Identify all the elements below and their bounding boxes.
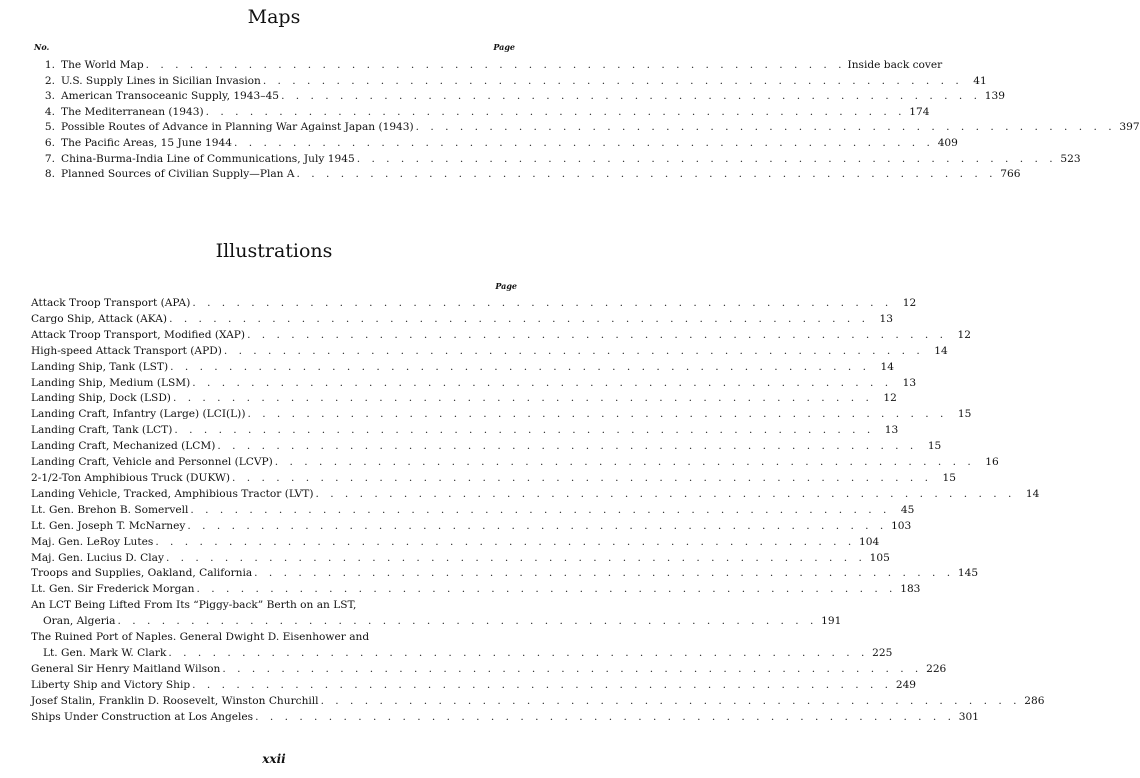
map-page: 139 — [984, 90, 1005, 103]
illustration-title: Landing Ship, Medium (LSM) — [31, 376, 191, 389]
illustration-page: 13 — [884, 424, 899, 437]
illustration-title: 2-1/2-Ton Amphibious Truck (DUKW) — [31, 471, 231, 484]
illustration-title: Landing Craft, Tank (LCT) — [31, 424, 173, 437]
map-number: 4. — [44, 105, 55, 118]
list-item — [31, 535, 880, 551]
dot-leader: . . . . . . . . . . . . . . . . . . . . . . . . . . . . . . . . . . . . . . . . . . . . . . . . — [222, 662, 923, 675]
illustration-page: 45 — [900, 503, 915, 516]
dot-leader: . . . . . . . . . . . . . . . . . . . . . . . . . . . . . . . . . . . . . . . . . . . . . . . . — [170, 360, 871, 373]
map-title: China-Burma-India Line of Communications, July 1945 — [61, 152, 355, 165]
maps-page-column-header: Page — [493, 42, 515, 52]
list-item — [30, 105, 930, 121]
illustration-title: Liberty Ship and Victory Ship — [31, 678, 191, 691]
dot-leader: . . . . . . . . . . . . . . . . . . . . . . . . . . . . . . . . . . . . . . . . . . . . . . . . — [172, 392, 873, 405]
illustration-page: 183 — [900, 583, 921, 596]
map-page: 174 — [909, 105, 930, 118]
dot-leader: . . . . . . . . . . . . . . . . . . . . . . . . . . . . . . . . . . . . . . . . . . . . . . . . — [217, 440, 918, 453]
illustration-page: 15 — [927, 440, 942, 453]
illustration-title: Cargo Ship, Attack (AKA) — [31, 312, 168, 325]
illustration-title: Ships Under Construction at Los Angeles — [31, 710, 254, 723]
list-item — [31, 407, 972, 423]
dot-leader: . . . . . . . . . . . . . . . . . . . . . . . . . . . . . . . . . . . . . . . . . . . . . . . . — [232, 471, 932, 484]
illustration-title: High-speed Attack Transport (APD) — [31, 344, 222, 357]
list-item — [31, 487, 1040, 503]
map-number: 2. — [44, 74, 55, 87]
list-item — [31, 662, 947, 678]
map-title: Planned Sources of Civilian Supply—Plan A — [61, 168, 295, 181]
dot-leader: . . . . . . . . . . . . . . . . . . . . . . . . . . . . . . . . . . . . . . . . . . . . . . . . — [155, 535, 856, 548]
list-item — [31, 391, 897, 407]
list-item — [31, 471, 956, 487]
dot-leader: . . . . . . . . . . . . . . . . . . . . . . . . . . . . . . . . . . . . . . . . . . . . . . . . — [174, 424, 875, 437]
list-item — [31, 439, 942, 455]
dot-leader: . . . . . . . . . . . . . . . . . . . . . . . . . . . . . . . . . . . . . . . . . . . . . . . . — [192, 297, 893, 309]
list-item — [31, 694, 1045, 710]
maps-heading: Maps — [247, 6, 301, 28]
map-title: The World Map — [61, 59, 144, 71]
list-item — [31, 455, 999, 471]
illustration-page: 15 — [957, 408, 972, 421]
illustration-page: 225 — [872, 646, 893, 659]
map-number: 6. — [44, 136, 55, 149]
dot-leader: . . . . . . . . . . . . . . . . . . . . . . . . . . . . . . . . . . . . . . . . . . . . . . . . — [187, 519, 888, 532]
map-page: 523 — [1060, 152, 1081, 165]
list-item — [31, 312, 893, 328]
illustration-title: Attack Troop Transport (APA) — [31, 297, 191, 309]
dot-leader: . . . . . . . . . . . . . . . . . . . . . . . . . . . . . . . . . . . . . . . . . . . . . . . . — [165, 551, 866, 564]
dot-leader: . . . . . . . . . . . . . . . . . . . . . . . . . . . . . . . . . . . . . . . . . . . . . . . . — [168, 646, 869, 659]
map-title: The Mediterranean (1943) — [61, 105, 204, 118]
list-item — [31, 566, 979, 582]
illustration-title: Landing Craft, Infantry (Large) (LCI(L)) — [31, 408, 246, 421]
illustration-title: Troops and Supplies, Oakland, California — [31, 567, 253, 580]
illustration-page: 103 — [891, 519, 912, 532]
list-item — [31, 328, 971, 344]
dot-leader: . . . . . . . . . . . . . . . . . . . . . . . . . . . . . . . . . . . . . . . . . . . . . . . . — [247, 408, 948, 421]
illustration-page: 12 — [902, 297, 917, 309]
dot-leader: . . . . . . . . . . . . . . . . . . . . . . . . . . . . . . . . . . . . . . . . . . . . . . . . — [192, 376, 893, 389]
list-item — [30, 152, 1081, 168]
map-page: Inside back cover — [847, 59, 943, 71]
illustration-title: Lt. Gen. Sir Frederick Morgan — [31, 583, 195, 596]
list-item — [30, 120, 1140, 136]
map-title: Possible Routes of Advance in Planning War Against Japan (1943) — [61, 121, 414, 134]
list-item — [30, 89, 1005, 105]
map-page: 766 — [1000, 168, 1021, 181]
illustration-title: Josef Stalin, Franklin D. Roosevelt, Winston Churchill — [31, 694, 319, 707]
dot-leader: . . . . . . . . . . . . . . . . . . . . . . . . . . . . . . . . . . . . . . . . . . . . . . . . — [274, 456, 975, 469]
maps-number-column-header: No. — [34, 42, 50, 52]
illustration-page: 249 — [895, 678, 917, 691]
illustration-page: 105 — [869, 551, 890, 564]
illustrations-list — [31, 296, 1045, 725]
map-number: 7. — [44, 152, 55, 165]
list-item — [31, 344, 948, 360]
illustration-title: Landing Craft, Vehicle and Personnel (LCVP) — [31, 456, 273, 469]
illustration-page: 13 — [879, 312, 893, 325]
illustrations-heading: Illustrations — [215, 240, 333, 262]
dot-leader: . . . . . . . . . . . . . . . . . . . . . . . . . . . . . . . . . . . . . . . . . . . . . . . . — [169, 312, 869, 325]
dot-leader: . . . . . . . . . . . . . . . . . . . . . . . . . . . . . . . . . . . . . . . . . . . . . . . . — [356, 152, 1057, 165]
list-item — [31, 360, 895, 376]
dot-leader: . . . . . . . . . . . . . . . . . . . . . . . . . . . . . . . . . . . . . . . . . . . . . . . . — [117, 615, 818, 628]
illustration-title: Landing Ship, Dock (LSD) — [31, 392, 171, 405]
list-item — [31, 630, 893, 662]
illustration-title: Attack Troop Transport, Modified (XAP) — [31, 328, 246, 341]
illustration-title-line2: Oran, Algeria — [43, 615, 116, 628]
list-item — [30, 136, 958, 152]
illustration-title: General Sir Henry Maitland Wilson — [31, 662, 221, 675]
map-title: U.S. Supply Lines in Sicilian Invasion — [61, 74, 261, 87]
map-number: 3. — [44, 90, 55, 103]
illustration-title-line1: An LCT Being Lifted From Its “Piggy-back” Berth on an LST, — [31, 599, 357, 612]
dot-leader: . . . . . . . . . . . . . . . . . . . . . . . . . . . . . . . . . . . . . . . . . . . . . . . . — [196, 583, 897, 596]
list-item — [31, 551, 890, 567]
illustration-page: 12 — [957, 328, 971, 341]
map-number: 1. — [44, 59, 55, 71]
illustration-title: Lt. Gen. Joseph T. McNarney — [31, 519, 186, 532]
illustration-title: Lt. Gen. Brehon B. Somervell — [31, 503, 189, 516]
list-item — [31, 296, 917, 312]
list-item — [31, 519, 912, 535]
illustration-title: Maj. Gen. LeRoy Lutes — [31, 535, 154, 548]
illustration-title: Maj. Gen. Lucius D. Clay — [31, 551, 164, 564]
dot-leader: . . . . . . . . . . . . . . . . . . . . . . . . . . . . . . . . . . . . . . . . . . . . . . . . — [223, 344, 924, 357]
dot-leader: . . . . . . . . . . . . . . . . . . . . . . . . . . . . . . . . . . . . . . . . . . . . . . . . — [315, 487, 1016, 500]
illustration-page: 145 — [957, 567, 979, 580]
list-item — [31, 423, 899, 439]
illustration-title: Landing Ship, Tank (LST) — [31, 360, 169, 373]
illustration-title-line2: Lt. Gen. Mark W. Clark — [43, 646, 167, 659]
dot-leader: . . . . . . . . . . . . . . . . . . . . . . . . . . . . . . . . . . . . . . . . . . . . . . . . — [255, 710, 956, 723]
map-number: 8. — [44, 168, 55, 181]
map-title: American Transoceanic Supply, 1943–45 — [61, 90, 280, 103]
illustrations-page-column-header: Page — [495, 281, 517, 291]
list-item — [31, 503, 915, 519]
illustration-page: 15 — [942, 471, 956, 484]
illustration-page: 104 — [859, 535, 880, 548]
list-item — [31, 678, 917, 694]
illustration-page: 12 — [883, 392, 897, 405]
illustration-title: Landing Vehicle, Tracked, Amphibious Tractor (LVT) — [31, 487, 314, 500]
dot-leader: . . . . . . . . . . . . . . . . . . . . . . . . . . . . . . . . . . . . . . . . . . . . . . . . — [247, 328, 947, 341]
list-item — [31, 710, 980, 726]
dot-leader: . . . . . . . . . . . . . . . . . . . . . . . . . . . . . . . . . . . . . . . . . . . . . . . . — [296, 168, 997, 181]
dot-leader: . . . . . . . . . . . . . . . . . . . . . . . . . . . . . . . . . . . . . . . . . . . . . . . . — [320, 694, 1021, 707]
map-page: 409 — [937, 136, 958, 149]
dot-leader: . . . . . . . . . . . . . . . . . . . . . . . . . . . . . . . . . . . . . . . . . . . . . . . . — [281, 90, 981, 103]
dot-leader: . . . . . . . . . . . . . . . . . . . . . . . . . . . . . . . . . . . . . . . . . . . . . . . . — [190, 503, 891, 516]
illustration-page: 226 — [926, 662, 947, 675]
illustration-page: 14 — [880, 360, 895, 373]
illustration-page: 16 — [985, 456, 999, 469]
map-title: The Pacific Areas, 15 June 1944 — [61, 136, 232, 149]
dot-leader: . . . . . . . . . . . . . . . . . . . . . . . . . . . . . . . . . . . . . . . . . . . . . . . . — [262, 74, 963, 87]
dot-leader: . . . . . . . . . . . . . . . . . . . . . . . . . . . . . . . . . . . . . . . . . . . . . . . . — [192, 678, 893, 691]
illustration-title: Landing Craft, Mechanized (LCM) — [31, 440, 216, 453]
page-number: xxii — [262, 752, 286, 766]
map-page: 41 — [973, 74, 987, 87]
dot-leader: . . . . . . . . . . . . . . . . . . . . . . . . . . . . . . . . . . . . . . . . . . . . . . . . — [205, 105, 906, 118]
dot-leader: . . . . . . . . . . . . . . . . . . . . . . . . . . . . . . . . . . . . . . . . . . . . . . . . — [145, 59, 846, 71]
illustration-title-line1: The Ruined Port of Naples. General Dwight D. Eisenhower and — [31, 631, 370, 644]
illustration-page: 13 — [902, 376, 917, 389]
dot-leader: . . . . . . . . . . . . . . . . . . . . . . . . . . . . . . . . . . . . . . . . . . . . . . . . — [415, 121, 1116, 134]
illustration-page: 301 — [958, 710, 980, 723]
map-number: 5. — [44, 121, 55, 134]
list-item — [30, 58, 943, 74]
illustration-page: 286 — [1024, 694, 1045, 707]
list-item — [31, 376, 917, 392]
maps-list — [30, 58, 1140, 183]
map-page: 397 — [1119, 121, 1140, 134]
dot-leader: . . . . . . . . . . . . . . . . . . . . . . . . . . . . . . . . . . . . . . . . . . . . . . . . — [254, 567, 955, 580]
illustration-page: 14 — [1025, 487, 1040, 500]
list-item — [30, 74, 987, 90]
list-item — [31, 598, 842, 630]
illustration-page: 191 — [821, 615, 842, 628]
list-item — [31, 582, 921, 598]
dot-leader: . . . . . . . . . . . . . . . . . . . . . . . . . . . . . . . . . . . . . . . . . . . . . . . . — [234, 136, 934, 149]
list-item — [30, 167, 1021, 183]
illustration-page: 14 — [934, 344, 948, 357]
